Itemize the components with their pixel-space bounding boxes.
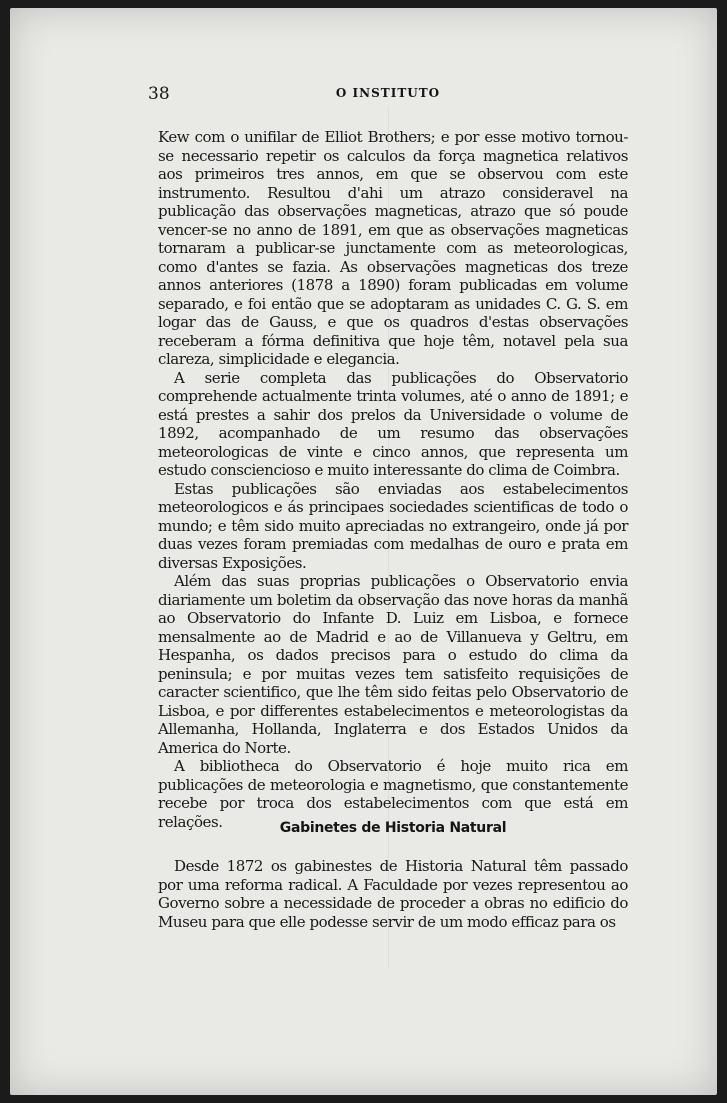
paragraph-library: A bibliotheca do Observatorio é hoje muito rica em publicações de meteorologia e magnetismo, que constantemente recebe por troca dos estabelecimentos com que está em relações. [158, 757, 628, 831]
paragraph-continued: Kew com o unifilar de Elliot Brothers; e por esse motivo tornou-se necessario repetir os calculos da força magnetica relativos aos primeiros tres annos, em que se observou com este instrumento. Resultou d'ahi um atrazo consideravel na publicação das observações magneticas, atrazo que só poude vencer-se no anno de 1891, em que as observações magneticas tornaram a publicar-se junctamente com as meteorologicas, como d'antes se fazia. As observações magneticas dos treze annos anteriores (1878 a 1890) foram publicadas em volume separado, e foi então que se adoptaram as unidades C. G. S. em logar das de Gauss, e que os quadros d'estas observações receberam a fórma definitiva que hoje têm, notavel pela sua clareza, simplicidade e elegancia. [158, 128, 628, 368]
paragraph-distribution: Estas publicações são enviadas aos estabelecimentos meteorologicos e ás principaes sociedades scientificas de todo o mundo; e têm sido muito apreciadas no extrangeiro, onde já por duas vezes foram premiadas com medalhas de ouro e prata em diversas Exposições. [158, 479, 628, 572]
paragraph-publications: A serie completa das publicações do Observatorio comprehende actualmente trinta volumes, até o anno de 1891; e está prestes a sahir dos prelos da Universidade o volume de 1892, acompanhado de um resumo das observações meteorologicas de vinte e cinco annos, que representa um estudo consciencioso e muito interessante do clima de Coimbra. [158, 368, 628, 479]
page-number: 38 [148, 84, 170, 104]
page-header [148, 84, 628, 108]
section-heading: Gabinetes de Historia Natural [279, 820, 507, 836]
paragraph-natural-history: Desde 1872 os gabinestes de Historia Natural têm passado por uma reforma radical. A Faculdade por vezes representou ao Governo sobre a necessidade de proceder a obras no edificio do Museu para que elle podesse servir de um modo efficaz para os [158, 857, 628, 931]
paragraph-bulletin: Além das suas proprias publicações o Observatorio envia diariamente um boletim da observação das nove horas da manhã ao Observatorio do Infante D. Luiz em Lisboa, e fornece mensalmente ao de Madrid e ao de Villanueva y Geltru, em Hespanha, os dados precisos para o estudo do clima da peninsula; e por muitas vezes tem satisfeito requisições de caracter scientifico, que lhe têm sido feitas pelo Observatorio de Lisboa, e por differentes estabelecimentos e meteorologistas da Allemanha, Hollanda, Inglaterra e dos Estados Unidos da America do Norte. [158, 572, 628, 757]
running-title: O INSTITUTO [335, 86, 441, 100]
main-text-block [158, 128, 628, 831]
section-text-block [158, 857, 628, 931]
